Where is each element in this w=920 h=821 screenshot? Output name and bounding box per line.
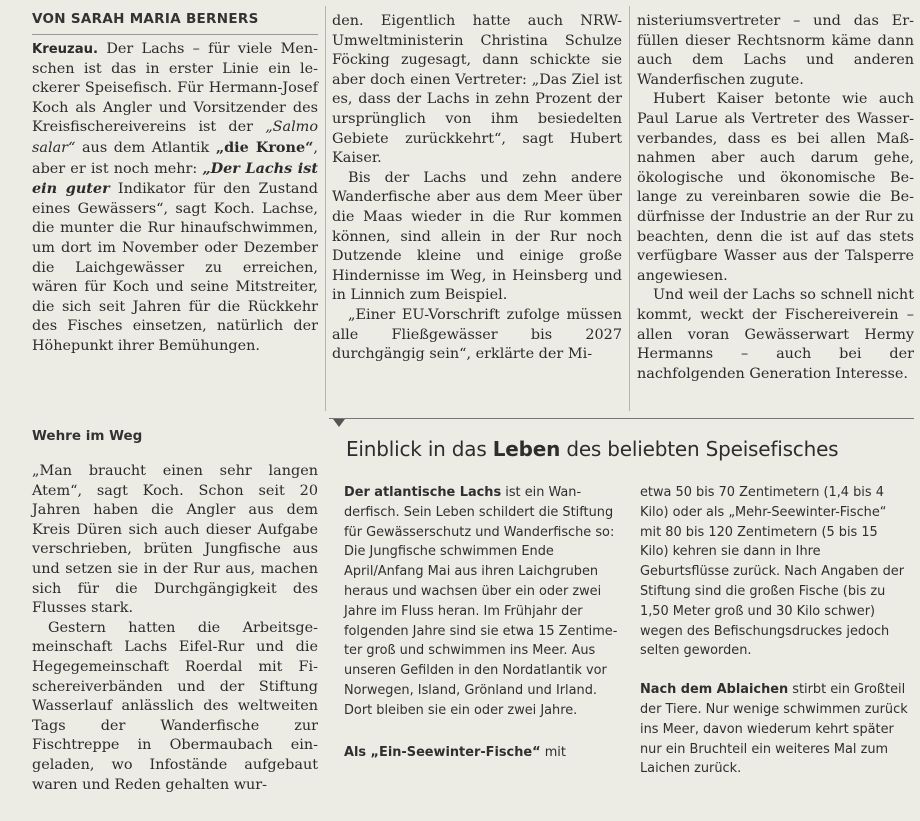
infobox-text: ist ein Wanderfisch. Sein Leben schildert die Stiftung für Gewässerschutz und Wanderfische so: Die Jungfische schwimmen Ende April/Anfang Mai aus ihren Laichgruben heraus und wachsen über ein oder zwei Jahre im Fluss heran. Im Frühjahr der folgenden Jahre sind sie etwa 15 Zentimeter groß und schwimmen ins Meer. Aus unseren Gefilden in den Nordatlantik vor Norwegen, Island, Grönland und Irland. Dort bleiben sie ein oder zwei Jahre. [344, 485, 618, 718]
triangle-marker-icon [333, 419, 345, 427]
article-column-1-continued [32, 462, 318, 795]
infobox-lead: Nach dem Ablaichen [640, 682, 789, 698]
infobox-text: stirbt ein Großteil der Tiere. Nur wenige schwimmen zurück ins Meer, davon wiederum kehrt später nur ein Bruchteil ein weiteres Mal zum Laichen zurück. [640, 682, 908, 777]
emphasis-quote: „Der Lachs ist ein guter [32, 159, 318, 198]
paragraph: Hubert Kaiser betonte wie auch Paul Larue als Vertreter des Wasserverbandes, dass es bei allen Maßnahmen aber auch darum gehe, ökologische und ökonomische Belange zu vereinbaren sowie die Bedürfnisse der Industrie an der Rur zu beachten, denn die ist auf das stets verfügbare Wasser aus der Talsperre angewiesen. [637, 91, 914, 284]
byline: VON SARAH MARIA BERNERS [32, 11, 259, 27]
column-divider-1 [325, 6, 326, 411]
infobox-column-1 [344, 483, 620, 762]
infobox-text: etwa 50 bis 70 Zentimetern (1,4 bis 4 Kilo) oder als „Mehr-Seewinter-Fische“ mit 80 bis 120 Zentimetern (5 bis 15 Kilo) kehren sie dann in Ihre Geburtsflüsse zurück. Nach Angaben der Stiftung sind die großen Fische (bis zu 1,50 Meter groß und 30 Kilo schwer) wegen des Befischungsdruckes jedoch selten geworden. [640, 485, 905, 659]
paragraph: nisteriumsvertreter – und das Erfüllen dieser Rechtsnorm käme dann auch dem Lachs und anderen Wanderfischen zugute. [637, 13, 914, 88]
article-column-3 [637, 12, 914, 384]
infobox-title-text: Einblick in das [346, 437, 493, 461]
paragraph: „Einer EU-Vorschrift zufolge müssen alle Fließgewässer bis 2027 durchgängig sein“, erklärte der Mi- [332, 306, 622, 363]
body-text: , aber er ist noch mehr: [32, 139, 318, 177]
infobox-title-text: des beliebten Speisefisches [560, 437, 839, 461]
infobox-lead: Als „Ein-Seewinter-Fische“ [344, 744, 541, 760]
body-text: Indikator für den Zustand eines Gewässers“, sagt Koch. Lachse, die munter die Rur hinaufschwimmen, um dort im November oder Dezember die Laichgewässer zu erreichen, wären für Koch und seine Mitstreiter, die sich seit Jahren für die Rückkehr des Fisches einsetzen, natürlich der Höhepunkt ihrer Bemühungen. [32, 181, 318, 354]
paragraph: den. Eigentlich hatte auch NRW-Umweltministerin Christina Schulze Föcking zugesagt, dann schickte sie aber doch einen Vertreter: „Das Ziel ist es, dass der Lachs in zehn Prozent der ursprünglich von ihm besiedelten Gebiete zurückkehrt“, sagt Hubert Kaiser. [332, 13, 622, 167]
body-text: aus dem Atlantik [75, 139, 216, 156]
column-divider-2 [629, 6, 630, 411]
infobox-text: mit [540, 744, 566, 760]
dateline: Kreuzau. [32, 42, 99, 57]
subheading: Wehre im Weg [32, 428, 143, 444]
paragraph: Und weil der Lachs so schnell nicht kommt, weckt der Fischereiverein – allen voran Gewässerwart Hermy Hermanns – auch bei der nachfolgenden Generation Interesse. [637, 287, 914, 382]
paragraph: Bis der Lachs und zehn andere Wanderfische aber aus dem Meer über die Maas wieder in die Rur kommen können, sind allein in der Rur noch Dutzende kleine und einige große Hindernisse im Weg, in Heinsberg und in Linnich zum Beispiel. [332, 169, 622, 304]
infobox-title [346, 437, 906, 461]
article-column-1 [32, 40, 318, 357]
paragraph: „Man braucht einen sehr langen Atem“, sagt Koch. Schon seit 20 Jahren haben die Angler aus dem Kreis Düren sich auch dieser Aufgabe verschrieben, brüten Jungfische aus und setzen sie in der Rur aus, machen sich für die Durchgängigkeit des Flusses stark. [32, 463, 318, 617]
byline-divider [32, 34, 318, 35]
infobox-lead: Der atlantische Lachs [344, 485, 502, 500]
infobox-top-rule [329, 418, 914, 419]
latin-name: „Salmo salar“ [32, 119, 318, 156]
infobox-title-bold: Leben [492, 437, 561, 461]
infobox-column-2 [640, 483, 910, 779]
paragraph: Gestern hatten die Arbeitsgemeinschaft Lachs Eifel-Rur und die Hegegemeinschaft Roerdal mit Fischereiverbänden und der Stiftung Wasserlauf anlässlich des weltweiten Tags der Wanderfische zur Fischtreppe in Obermaubach eingeladen, wo Infostände aufgebaut waren und Reden gehalten wur- [32, 619, 318, 793]
article-column-2 [332, 12, 622, 365]
emphasis-text: „die Krone“ [215, 138, 314, 156]
body-text: Der Lachs – für viele Menschen ist das in erster Linie ein leckerer Speisefisch. Für Hermann-Josef Koch als Angler und Vorsitzender des Kreisfischereivereins ist der [32, 41, 318, 136]
